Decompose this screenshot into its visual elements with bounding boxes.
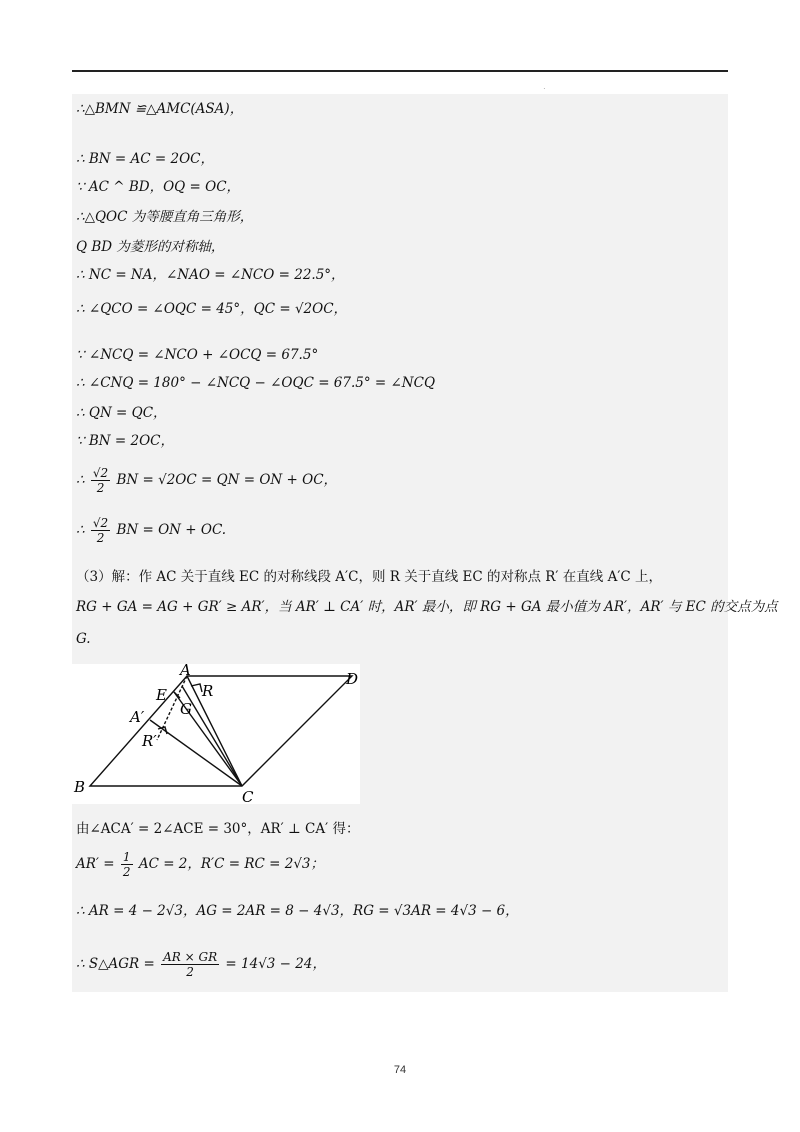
line-20 — [76, 950, 326, 979]
label-r: R — [202, 682, 214, 700]
fraction-denominator: 2 — [186, 965, 194, 979]
header-mark: · — [543, 84, 546, 93]
line-13-text: BN = ON + OC. — [116, 522, 227, 538]
line-18 — [76, 850, 324, 879]
line-5: Q BD 为菱形的对称轴， — [76, 239, 225, 255]
fraction-one-half — [121, 850, 133, 879]
label-g: G — [180, 700, 192, 718]
therefore-symbol: ∴ — [76, 472, 85, 488]
line-9: ∴ ∠CNQ = 180° − ∠NCQ − ∠OQC = 67.5° = ∠NCQ — [76, 375, 436, 391]
fraction-denominator: 2 — [96, 531, 105, 545]
header-rule — [72, 70, 728, 72]
line-1: ∴△BMN ≌△AMC(ASA)， — [76, 101, 244, 117]
label-b: B — [74, 778, 86, 796]
area-lhs: ∴ S△AGR = — [76, 956, 155, 972]
label-e: E — [156, 686, 167, 704]
ar-prime-lhs: AR′ = — [76, 856, 115, 872]
line-12 — [76, 466, 337, 495]
line-17: 由∠ACA′ = 2∠ACE = 30°，AR′ ⊥ CA′ 得： — [76, 821, 360, 837]
line-6: ∴ NC = NA，∠NAO = ∠NCO = 22.5°， — [76, 267, 345, 283]
fraction-numerator: √2 — [92, 466, 109, 480]
fraction-denominator: 2 — [96, 481, 105, 495]
line-20-text: = 14√3 − 24， — [225, 956, 326, 972]
page-number: 74 — [393, 1064, 407, 1076]
label-d: D — [346, 670, 359, 688]
line-a-prime-c — [150, 720, 242, 786]
line-16: G. — [76, 631, 91, 647]
line-3: ∵ AC ^ BD，OQ = OC， — [76, 179, 241, 195]
line-19: ∴ AR = 4 − 2√3，AG = 2AR = 8 − 4√3，RG = √3AR = 4√3 − 6， — [76, 903, 519, 919]
fraction-numerator: 1 — [122, 850, 131, 864]
fraction-area — [161, 950, 219, 979]
fraction-numerator: √2 — [92, 516, 109, 530]
right-angle-r-prime — [158, 727, 167, 734]
therefore-symbol: ∴ — [76, 522, 85, 538]
label-a-prime: A′ — [130, 708, 145, 726]
line-15: RG + GA = AG + GR′ ≥ AR′，当 AR′ ⊥ CA′ 时，AR′ 最小，即 RG + GA 最小值为 AR′，AR′ 与 EC 的交点为点 — [76, 599, 778, 615]
line-4: ∴△QOC 为等腰直角三角形， — [76, 209, 254, 225]
line-18-text: AC = 2，R′C = RC = 2√3； — [138, 856, 325, 872]
line-12-text: BN = √2OC = QN = ON + OC， — [116, 472, 338, 488]
line-2: ∴ BN = AC = 2OC， — [76, 151, 214, 167]
rhombus-abcd — [90, 676, 352, 786]
line-8: ∵ ∠NCQ = ∠NCO + ∠OCQ = 67.5° — [76, 347, 319, 363]
line-7: ∴ ∠QCO = ∠OQC = 45°，QC = √2OC， — [76, 301, 348, 317]
label-r-prime: R′ — [142, 732, 157, 750]
line-13 — [76, 516, 226, 545]
label-a: A — [180, 664, 191, 679]
fraction-sqrt2-over-2 — [91, 466, 110, 495]
label-c: C — [242, 788, 254, 804]
line-11: ∵ BN = 2OC， — [76, 433, 174, 449]
line-10: ∴ QN = QC， — [76, 405, 167, 421]
diagonal-ac — [187, 676, 242, 786]
fraction-sqrt2-over-2 — [91, 516, 110, 545]
line-14: （3）解：作 AC 关于直线 EC 的对称线段 A′C，则 R 关于直线 EC 的对称点 R′ 在直线 A′C 上， — [76, 569, 663, 585]
fraction-denominator: 2 — [122, 865, 131, 879]
geometry-diagram — [72, 664, 360, 804]
fraction-numerator: AR × GR — [163, 950, 218, 964]
